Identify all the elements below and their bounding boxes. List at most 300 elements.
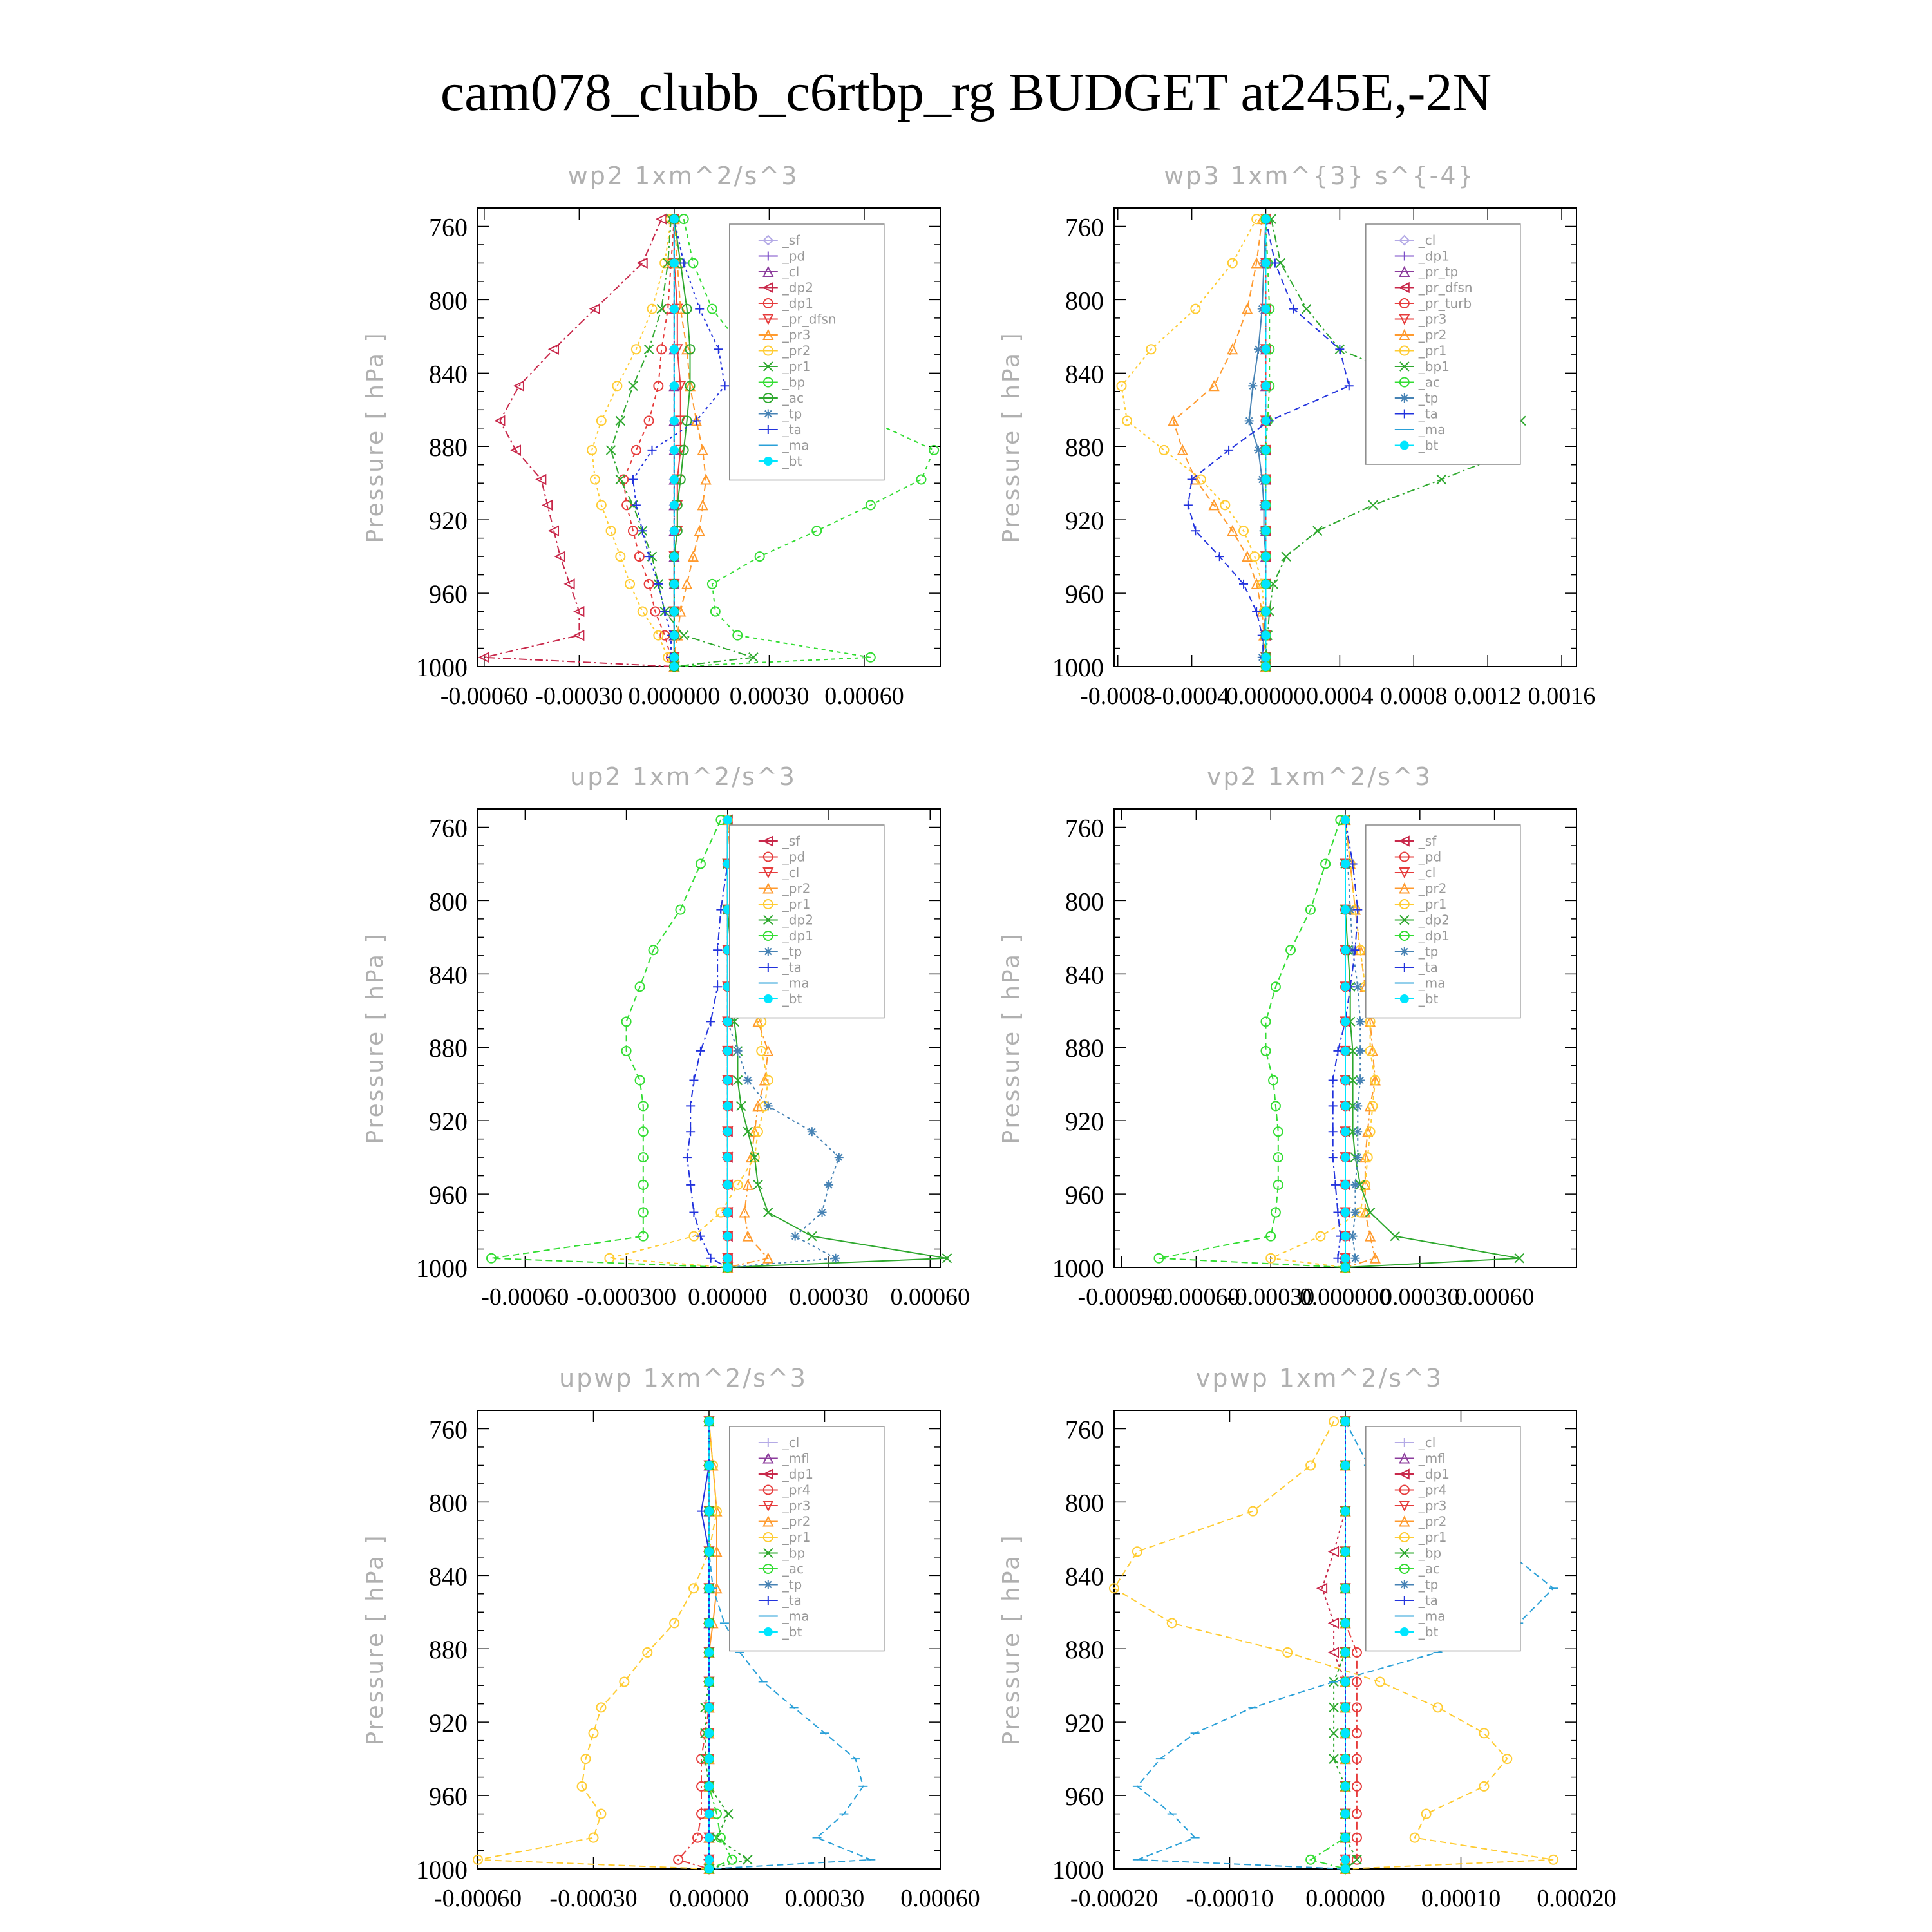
series-_dp2 [480, 214, 679, 671]
legend-label: _dp1 [1418, 248, 1450, 264]
legend-marker [764, 1627, 773, 1636]
data-point [1341, 1810, 1350, 1819]
data-point [705, 1648, 714, 1657]
legend-label: _ta [782, 1593, 802, 1608]
series-_pr2 [587, 214, 679, 671]
data-point [706, 1254, 715, 1263]
y-tick-label: 840 [1065, 960, 1104, 990]
data-point [1331, 1180, 1340, 1189]
data-point [714, 345, 723, 354]
data-point [670, 653, 679, 662]
data-point [835, 1153, 844, 1162]
data-point [620, 1678, 629, 1687]
data-point [1329, 1076, 1338, 1085]
legend-label: _ta [1418, 960, 1438, 975]
legend-label: _bt [1418, 991, 1439, 1007]
data-point [515, 381, 524, 390]
data-point [764, 1101, 773, 1110]
data-point [670, 607, 679, 616]
x-tick-label: 0.0004 [1306, 683, 1374, 710]
data-point [723, 1263, 732, 1272]
x-tick-label: -0.00020 [1070, 1885, 1159, 1912]
x-tick-label: -0.00060 [440, 683, 528, 710]
data-point [1282, 552, 1291, 561]
series-line [1122, 219, 1266, 667]
data-point [705, 1855, 714, 1864]
data-point [1313, 526, 1322, 535]
y-tick-label: 840 [1065, 359, 1104, 389]
panel-title: wp3 1xm^{3} s^{-4} [1164, 162, 1475, 190]
legend-label: _pr_tp [1418, 264, 1459, 279]
data-point [1353, 1127, 1362, 1136]
x-tick-label: 0.0012 [1454, 683, 1522, 710]
data-point [670, 446, 679, 455]
x-tick-label: 0.00060 [890, 1283, 971, 1311]
y-tick-label: 800 [1065, 1488, 1104, 1518]
data-point [1341, 1153, 1350, 1162]
legend-label: _bt [782, 453, 802, 469]
legend-label: _dp1 [1418, 928, 1450, 943]
data-point [1262, 381, 1271, 390]
x-tick-label: 0.0008 [1380, 683, 1448, 710]
data-point [705, 1507, 714, 1516]
data-point [1341, 815, 1350, 824]
x-tick-label: -0.00010 [1186, 1885, 1274, 1912]
legend-marker [764, 457, 773, 466]
data-point [1479, 1728, 1488, 1738]
y-tick-label: 800 [1065, 286, 1104, 316]
data-point [683, 1153, 692, 1162]
legend-marker [764, 994, 773, 1003]
series-_dp1 [619, 214, 679, 671]
y-tick-label: 840 [1065, 1562, 1104, 1591]
y-tick-label: 1000 [416, 1855, 468, 1884]
legend-label: _pd [782, 849, 806, 865]
data-point [1341, 1507, 1350, 1516]
y-tick-label: 880 [1065, 1034, 1104, 1063]
series-_pr4 [1341, 1417, 1361, 1873]
data-point [1422, 1810, 1431, 1819]
data-point [549, 345, 558, 354]
data-point [1341, 1864, 1350, 1873]
x-tick-label: 0.00060 [824, 683, 904, 710]
legend-label: _tp [782, 943, 802, 960]
data-point [670, 305, 679, 314]
data-point [1350, 945, 1359, 954]
x-tick-label: -0.00030 [1227, 1283, 1315, 1311]
x-tick-label: 0.000000 [628, 683, 721, 710]
data-point [636, 1076, 645, 1085]
legend-label: _pd [782, 248, 806, 264]
data-point [679, 631, 688, 640]
legend-label: _ac [782, 1561, 804, 1577]
legend-label: _cl [782, 865, 800, 880]
data-point [1302, 305, 1311, 314]
data-point [723, 1101, 732, 1110]
panel-vp2 [998, 762, 1577, 1311]
data-point [1341, 1180, 1350, 1189]
series-_pr1 [473, 1417, 721, 1873]
data-point [723, 1127, 732, 1136]
data-point [808, 1127, 817, 1136]
data-point [1345, 381, 1354, 390]
data-point [683, 580, 692, 589]
legend-marker [1400, 994, 1409, 1003]
data-point [629, 381, 638, 390]
series-_dp1 [1154, 815, 1350, 1272]
series-line [491, 820, 728, 1267]
panel-title: wp2 1xm^2/s^3 [567, 162, 799, 190]
legend-label: _pr2 [782, 880, 811, 896]
legend-label: _pr2 [1418, 880, 1447, 896]
data-point [635, 552, 644, 561]
legend-label: _bt [782, 1624, 802, 1640]
data-point [686, 1127, 695, 1136]
legend-label: _pr_turb [1418, 296, 1472, 311]
data-point [728, 1855, 737, 1864]
data-point [723, 1254, 732, 1263]
data-point [1341, 1703, 1350, 1712]
legend-label: _sf [1418, 833, 1437, 849]
x-tick-label: -0.0004 [1154, 683, 1230, 710]
legend-label: _ac [1418, 1561, 1441, 1577]
data-point [723, 1180, 732, 1189]
legend-label: _dp2 [782, 912, 813, 928]
panel-title: up2 1xm^2/s^3 [570, 762, 797, 791]
panel-wp3 [998, 162, 1595, 710]
data-point [1329, 1728, 1338, 1738]
x-tick-label: 0.00020 [1537, 1885, 1616, 1912]
panel-title: vpwp 1xm^2/s^3 [1195, 1364, 1444, 1392]
legend-label: _pr3 [782, 1498, 811, 1513]
data-point [1329, 1547, 1338, 1556]
series-line [687, 820, 728, 1267]
data-point [632, 500, 641, 509]
y-tick-label: 800 [429, 887, 468, 916]
x-tick-label: 0.00060 [900, 1885, 980, 1912]
data-point [824, 1180, 833, 1189]
legend-label: _cl [1418, 865, 1436, 880]
series-line [1345, 1421, 1357, 1869]
data-point [791, 1232, 800, 1241]
legend-label: _ta [1418, 406, 1438, 422]
data-point [1341, 1046, 1350, 1056]
data-point [647, 446, 656, 455]
legend-label: _cl [1418, 1435, 1436, 1450]
data-point [1133, 1547, 1142, 1556]
legend-label: _ma [782, 437, 810, 453]
legend-label: _pd [1418, 849, 1442, 865]
data-point [670, 526, 679, 535]
data-point [723, 1232, 732, 1241]
legend-label: _bp [782, 1545, 806, 1561]
data-point [1262, 653, 1271, 662]
legend-label: _bt [1418, 437, 1439, 453]
y-tick-label: 960 [429, 1180, 468, 1210]
x-tick-label: 0.00000 [1226, 683, 1306, 710]
legend-label: _pr2 [1418, 1513, 1447, 1530]
y-tick-label: 880 [1065, 433, 1104, 462]
series-line [674, 219, 706, 667]
data-point [723, 1153, 732, 1162]
data-point [591, 475, 600, 484]
legend-label: _pr1 [1418, 1530, 1447, 1545]
data-point [1191, 305, 1200, 314]
data-point [1341, 1076, 1350, 1085]
data-point [625, 580, 634, 589]
data-point [1356, 1076, 1365, 1085]
data-point [1341, 1127, 1350, 1136]
legend-label: _dp2 [1418, 912, 1450, 928]
data-point [1353, 1153, 1362, 1162]
legend-label: _ma [1418, 975, 1446, 991]
y-tick-label: 920 [1065, 506, 1104, 536]
data-point [1262, 214, 1271, 223]
y-tick-label: 1000 [416, 653, 468, 682]
legend-label: _ma [782, 1608, 810, 1624]
data-point [1341, 1017, 1350, 1026]
data-point [705, 1810, 714, 1819]
series-_tp [1245, 214, 1271, 671]
data-point [705, 1461, 714, 1470]
data-point [705, 1728, 714, 1738]
data-point [1356, 1017, 1365, 1026]
data-point [1341, 1782, 1350, 1791]
data-point [1341, 1101, 1350, 1110]
legend-label: _ac [1418, 374, 1441, 390]
data-point [1434, 1703, 1443, 1712]
y-axis-label: Pressure [ hPa ] [998, 1533, 1025, 1746]
y-tick-label: 800 [429, 286, 468, 316]
legend-marker [1400, 1627, 1409, 1636]
panel-wp2 [362, 162, 940, 710]
data-point [723, 1017, 732, 1026]
data-point [1350, 1208, 1359, 1217]
data-point [689, 1208, 698, 1217]
x-tick-label: -0.00060 [481, 1283, 569, 1311]
series-line [1311, 1421, 1345, 1869]
data-point [696, 859, 705, 868]
y-tick-label: 1000 [1052, 653, 1104, 682]
data-point [1262, 500, 1271, 509]
x-tick-label: 0.00010 [1421, 1885, 1501, 1912]
x-tick-label: 0.00030 [729, 683, 810, 710]
series-_ta [697, 1417, 714, 1873]
data-point [616, 416, 625, 425]
data-point [1262, 258, 1271, 267]
data-point [670, 580, 679, 589]
data-point [686, 1180, 695, 1189]
y-axis-label: Pressure [ hPa ] [362, 331, 388, 544]
legend-label: _pr4 [1418, 1482, 1447, 1498]
data-point [1262, 552, 1271, 561]
data-point [1341, 982, 1350, 991]
data-point [723, 1046, 732, 1056]
data-point [705, 1618, 714, 1627]
data-point [647, 305, 656, 314]
data-point [1220, 500, 1229, 509]
y-tick-label: 920 [1065, 1107, 1104, 1137]
y-tick-label: 880 [1065, 1635, 1104, 1665]
x-tick-label: -0.00060 [433, 1885, 522, 1912]
data-point [645, 345, 654, 354]
data-point [743, 1855, 752, 1864]
data-point [670, 345, 679, 354]
data-point [670, 500, 679, 509]
data-point [695, 305, 704, 314]
legend-label: _ma [1418, 422, 1446, 437]
data-point [629, 475, 638, 484]
legend-label: _bt [782, 991, 802, 1007]
data-point [1341, 1417, 1350, 1426]
data-point [1262, 305, 1271, 314]
data-point [1262, 475, 1271, 484]
data-point [670, 258, 679, 267]
x-tick-label: 0.00000 [688, 1283, 768, 1311]
legend-marker [1400, 947, 1409, 956]
series-line [484, 219, 674, 667]
panel-upwp [362, 1364, 980, 1912]
series-line [623, 219, 674, 667]
data-point [1341, 1618, 1350, 1627]
y-tick-label: 960 [429, 1782, 468, 1812]
series-line [1188, 219, 1349, 667]
series-line [1322, 1421, 1345, 1869]
legend-label: _pr4 [782, 1482, 811, 1498]
y-axis-label: Pressure [ hPa ] [998, 331, 1025, 544]
legend-label: _pr1 [782, 1530, 811, 1545]
legend-label: _ma [1418, 1608, 1446, 1624]
x-tick-label: 0.000000 [1299, 1283, 1392, 1311]
legend-label: _bp1 [1418, 359, 1450, 374]
x-tick-label: 0.00060 [1454, 1283, 1535, 1311]
x-tick-label: -0.00090 [1077, 1283, 1166, 1311]
data-point [1341, 1232, 1350, 1241]
legend-marker [764, 410, 773, 419]
data-point [916, 475, 925, 484]
series-_pr2 [1169, 214, 1271, 671]
y-tick-label: 960 [1065, 1180, 1104, 1210]
data-point [743, 1076, 752, 1085]
panel-up2 [362, 762, 970, 1311]
legend-label: _pr2 [782, 1513, 811, 1530]
data-point [654, 631, 663, 640]
y-tick-label: 760 [1065, 813, 1104, 843]
legend-label: _pr1 [1418, 896, 1447, 912]
data-point [705, 1417, 714, 1426]
y-tick-label: 760 [1065, 213, 1104, 242]
data-point [831, 1254, 840, 1263]
legend-label: _pr_dfsn [782, 311, 837, 327]
legend-label: _tp [782, 1577, 802, 1593]
data-point [1341, 905, 1350, 914]
data-point [670, 381, 679, 390]
data-point [1350, 1254, 1359, 1263]
data-point [1262, 416, 1271, 425]
data-point [565, 580, 574, 589]
data-point [1248, 1507, 1257, 1516]
data-point [705, 1678, 714, 1687]
data-point [670, 552, 679, 561]
x-tick-label: 0.00030 [1380, 1283, 1460, 1311]
data-point [612, 381, 621, 390]
y-tick-label: 1000 [1052, 1855, 1104, 1884]
data-point [589, 1728, 598, 1738]
legend-label: _bt [1418, 1624, 1439, 1640]
y-tick-label: 880 [429, 433, 468, 462]
data-point [1341, 1648, 1350, 1657]
data-point [1341, 1263, 1350, 1272]
data-point [689, 1076, 698, 1085]
data-point [1262, 580, 1271, 589]
data-point [1341, 1754, 1350, 1763]
legend-marker [764, 947, 773, 956]
data-point [1341, 1855, 1350, 1864]
legend-marker [1400, 393, 1409, 402]
legend-label: _ac [782, 390, 804, 406]
x-tick-label: 0.00030 [784, 1885, 865, 1912]
legend-label: _pr1 [782, 359, 811, 374]
data-point [1341, 1584, 1350, 1593]
data-point [1228, 258, 1237, 267]
y-tick-label: 800 [1065, 887, 1104, 916]
data-point [705, 1703, 714, 1712]
x-tick-label: -0.00030 [535, 683, 623, 710]
legend-label: _pr1 [782, 896, 811, 912]
data-point [607, 446, 616, 455]
legend-marker [764, 1580, 773, 1589]
figure-title: cam078_clubb_c6rtbp_rg BUDGET at245E,-2N [440, 62, 1492, 122]
legend-label: _bp [782, 374, 806, 390]
legend-label: _ma [782, 975, 810, 991]
series-line [709, 1421, 717, 1869]
y-axis-label: Pressure [ hPa ] [362, 932, 388, 1144]
data-point [1437, 475, 1446, 484]
data-point [1262, 345, 1271, 354]
data-point [638, 607, 647, 616]
series-_ac [1306, 1417, 1350, 1873]
data-point [1341, 1678, 1350, 1687]
y-tick-label: 920 [429, 1107, 468, 1137]
data-point [688, 258, 697, 267]
x-tick-label: -0.00060 [1152, 1283, 1240, 1311]
data-point [723, 1076, 732, 1085]
data-point [1341, 1547, 1350, 1556]
y-tick-label: 1000 [1052, 1254, 1104, 1283]
legend-marker [1400, 441, 1409, 450]
data-point [724, 1810, 733, 1819]
y-tick-label: 760 [429, 213, 468, 242]
data-point [1329, 1127, 1338, 1136]
data-point [929, 446, 938, 455]
series-_pr1 [1117, 214, 1270, 671]
legend-label: _cl [782, 264, 800, 279]
data-point [734, 1046, 743, 1056]
y-tick-label: 920 [429, 1709, 468, 1738]
data-point [632, 446, 641, 455]
panel-title: vp2 1xm^2/s^3 [1206, 762, 1433, 791]
data-point [1341, 945, 1350, 954]
x-tick-label: -0.0008 [1080, 683, 1156, 710]
series-line [678, 1421, 709, 1869]
y-axis-label: Pressure [ hPa ] [362, 1533, 388, 1746]
y-tick-label: 960 [429, 580, 468, 609]
data-point [818, 1208, 827, 1217]
data-point [556, 552, 565, 561]
data-point [1262, 446, 1271, 455]
data-point [1341, 859, 1350, 868]
y-tick-label: 960 [1065, 580, 1104, 609]
